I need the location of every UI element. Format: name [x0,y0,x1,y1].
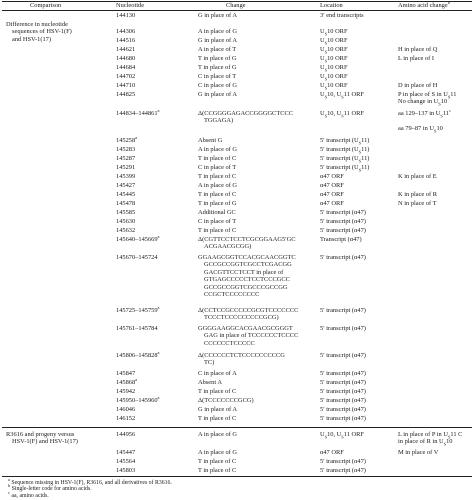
footnote-mark: a [135,134,138,140]
change-cell: A in place of G [198,431,238,438]
nucleotide-cell: 144684 [116,64,136,71]
nucleotide-cell: 145725–145759$^a$ [116,304,160,314]
nucleotide-cell: 145291 [116,164,136,171]
header-amino-acid-change [398,2,450,9]
nucleotide-cell: 146046 [116,406,136,413]
amino-acid-cell: aa 129–137 in $U_S11^c$ [398,107,451,119]
amino-acid-cell: L in place of I [398,55,434,62]
nucleotide-cell: 144834–144861$^a$ [116,107,160,117]
change-cell: G in place of A [198,406,238,413]
change-cell: T in place of C [198,467,237,474]
nucleotide-cell: 146152 [116,415,136,422]
nucleotide-cell: 145761–145784 [116,325,158,332]
comparison-label: R3616 and progeny versus [6,431,75,438]
nucleotide-cell: 145447 [116,449,136,456]
change-cell: A in place of G [198,182,238,189]
nucleotide-cell: 145445 [116,191,136,198]
nucleotide-cell: 145868$^a$ [116,376,138,386]
nucleotide-cell: 145942 [116,388,136,395]
location-cell: 5′ transcript (α47) [320,325,366,332]
nucleotide-cell: 144710 [116,82,136,89]
footnote: $^c$ aa, amino acids. [8,489,49,499]
nucleotide-cell: 145399 [116,173,136,180]
change-cell: C in place of T [198,218,237,225]
comparison-label: HSV-1(F) and HSV-1(17) [12,438,78,446]
section-rule [2,427,472,428]
nucleotide-cell: 145806–145828$^a$ [116,349,160,359]
change-cell: T in place of C [198,155,237,162]
nucleotide-cell: 144702 [116,73,136,80]
change-cell: T in place of C [198,227,237,234]
header-rule [2,10,472,11]
nucleotide-cell: 145258$^a$ [116,134,138,144]
location-cell: $U_S10$ ORF [320,55,348,64]
location-cell: 5′ transcript (α47) [320,415,366,422]
location-cell: $U_S10$ ORF [320,37,348,46]
nucleotide-cell: 145632 [116,227,136,234]
nucleotide-cell: 145283 [116,146,136,153]
nucleotide-cell: 144680 [116,55,136,62]
nucleotide-cell: 144956 [116,431,136,438]
location-cell: $U_S10$ ORF [320,46,348,55]
footnote-mark: a [157,107,160,113]
header-amino-footnote-mark: b [447,0,450,5]
change-cell: C in place of T [198,73,237,80]
location-cell: 5′ transcript $(U_S11)$ [320,146,370,155]
location-cell: $U_S10$ ORF [320,82,348,91]
change-cell: GCCGCCGGTCGCCCGCCGG [204,283,288,291]
footnote-mark: a [8,477,10,483]
nucleotide-cell: 144516 [116,37,136,44]
location-cell: $U_S10$, $U_S11$ ORF [320,431,364,440]
location-cell: 5′ transcript (α47) [320,218,366,225]
nucleotide-cell: 145427 [116,182,136,189]
change-cell: TGGAGA) [204,117,234,125]
location-cell: 5′ transcript $(U_S11)$ [320,155,370,164]
change-cell: C in place of G [198,82,238,89]
change-cell: Δ(CCCCCCTCTCCCCCCCCCG [198,352,285,359]
comparison-label: sequences of HSV-1(F) [12,28,72,36]
footnote: $^a$ Sequence missing in HSV-1(F), R3616, and all derivatives of R3616. [8,477,172,486]
change-cell: TCCCTCCCCCCCCCGCG) [204,314,279,322]
nucleotide-cell: 145564 [116,458,136,465]
change-cell: Absent G [198,137,223,144]
nucleotide-cell: 144621 [116,46,136,53]
amino-acid-cell: No change in $U_S10$ [398,98,448,107]
location-cell: 5′ transcript (α47) [320,307,366,314]
change-cell: Δ(CCTCCGCCCCCGCGTCCCCCCC [198,307,299,314]
comparison-label: and HSV-1(17) [12,35,51,43]
location-cell: 5′ transcript $(U_S11)$ [320,137,370,146]
location-cell: $U_S10$ ORF [320,28,348,37]
location-cell: 5′ transcript (α47) [320,209,366,216]
change-cell: T in place of C [198,415,237,422]
amino-acid-cell: L in place of P in $U_S11$ C [398,431,463,440]
location-cell: 5′ transcript (α47) [320,397,366,404]
amino-acid-cell: N in place of T [398,200,437,207]
comparison-label: Difference in nucleotide [6,21,68,28]
change-cell: GAG in place of TCCCCCCTCCCC [204,332,299,340]
nucleotide-cell: 145585 [116,209,136,216]
change-cell: T in place of G [198,64,237,71]
location-cell: $U_S10$, $U_S11$ ORF [320,91,364,100]
change-cell: A in place of G [198,28,238,35]
amino-acid-cell: D in place of H [398,82,438,89]
location-cell: 5′ transcript (α47) [320,388,366,395]
amino-acid-cell: aa 79–87 in $U_S10$ [398,124,443,134]
change-cell: T in place of C [198,191,237,198]
change-cell: Absent A [198,379,222,386]
nucleotide-cell: 145847 [116,370,136,377]
amino-acid-cell: in place of R in $U_S10$ [398,438,453,447]
footnote-mark: a [157,304,160,310]
amino-acid-cell: P in place of S in $U_S11$ [398,91,457,100]
header-change: Change [226,2,246,9]
change-cell: A in place of G [198,146,238,153]
nucleotide-cell: 144306 [116,28,136,35]
change-cell: T in place of C [198,173,237,180]
nucleotide-cell: 144825 [116,91,136,98]
location-cell: α47 ORF [320,173,344,180]
footnote-mark: a [157,233,160,239]
change-cell: GGAAGCGGTCCACGCAACGGTC [198,254,296,261]
change-cell: TC) [204,359,215,367]
header-nucleotide: Nucleotide [116,2,145,9]
header-amino-label: Amino acid change [398,2,448,9]
nucleotide-cell: 145950–145960$^a$ [116,394,160,404]
change-cell: G in place of A [198,37,238,44]
location-cell: 5′ transcript $(U_S11)$ [320,164,370,173]
location-cell: α47 ORF [320,449,344,456]
nucleotide-cell: 145670–145724 [116,254,158,261]
footnote-mark: b [8,483,11,489]
change-cell: Δ(TCCCCCCCGCG) [198,397,254,404]
location-cell: α47 ORF [320,182,344,189]
location-cell: 5′ transcript (α47) [320,467,366,474]
change-cell: Δ(CGTTCCTCCTCGCGGAAG5′GC [198,236,296,243]
change-cell: CCCCCCTCCCCC [204,339,255,347]
change-cell: GTGAGCCCCCTCCTCCCGCC [204,276,290,284]
nucleotide-cell: 145287 [116,155,136,162]
nucleotide-cell: 145640–145669$^a$ [116,233,160,243]
change-cell: T in place of G [198,55,237,62]
location-cell: $U_S10$ ORF [320,64,348,73]
footnote: $^b$ Single-letter code for amino acids. [8,483,92,493]
footnote-mark: c [449,107,451,113]
change-cell: T in place of G [198,200,237,207]
header-comparison: Comparison [30,2,62,9]
change-cell: G in place of A [198,91,238,98]
nucleotide-cell: 145630 [116,218,136,225]
change-cell: Additional GC [198,209,236,216]
location-cell: Transcript (α47) [320,236,362,243]
amino-acid-cell: H in place of Q [398,46,438,53]
change-cell: G in place of A [198,12,238,19]
bottom-rule [2,476,472,477]
change-cell: T in place of C [198,388,237,395]
location-cell: $U_S10$, $U_S11$ ORF [320,110,364,119]
location-cell: 5′ transcript (α47) [320,352,366,359]
nucleotide-cell: 145803 [116,467,136,474]
change-cell: GACGTTCCTCCT in place of [204,268,284,276]
change-cell: Δ(CCGGGGAGACCGGGGCTCCC [198,110,294,117]
footnote-mark: a [135,376,138,382]
header-location: Location [320,2,343,9]
amino-acid-cell: M in place of V [398,449,439,456]
footnote-mark: a [157,394,160,400]
change-cell: GCCGCCGGTCGCCTCGACGG [204,261,292,269]
change-cell: C in place of T [198,164,237,171]
location-cell: 5′ transcript (α47) [320,458,366,465]
change-cell: A in place of T [198,46,237,53]
change-cell: GGGGAAGGCACGAACGCGGGT [198,325,293,332]
nucleotide-cell: 144130 [116,12,136,19]
change-cell: T in place of C [198,458,237,465]
footnote-mark: a [157,349,160,355]
location-cell: 5′ transcript (α47) [320,406,366,413]
change-cell: C in place of A [198,370,237,377]
nucleotide-cell: 145478 [116,200,136,207]
change-cell: CCGCTCCCCCCCC [204,291,260,298]
change-cell: A in place of G [198,449,238,456]
location-cell: 5′ transcript (α47) [320,254,366,261]
amino-acid-cell: K in place of R [398,191,438,198]
location-cell: 5′ transcript (α47) [320,227,366,234]
location-cell: α47 ORF [320,200,344,207]
location-cell: $U_S10$ ORF [320,73,348,82]
location-cell: 5′ transcript (α47) [320,379,366,386]
location-cell: 3′ end transcripts [320,12,364,19]
location-cell: 5′ transcript (α47) [320,370,366,377]
amino-acid-cell: K in place of E [398,173,437,180]
footnote-mark: c [8,489,10,495]
location-cell: α47 ORF [320,191,344,198]
change-cell: ACGAACGCGG) [204,243,252,251]
